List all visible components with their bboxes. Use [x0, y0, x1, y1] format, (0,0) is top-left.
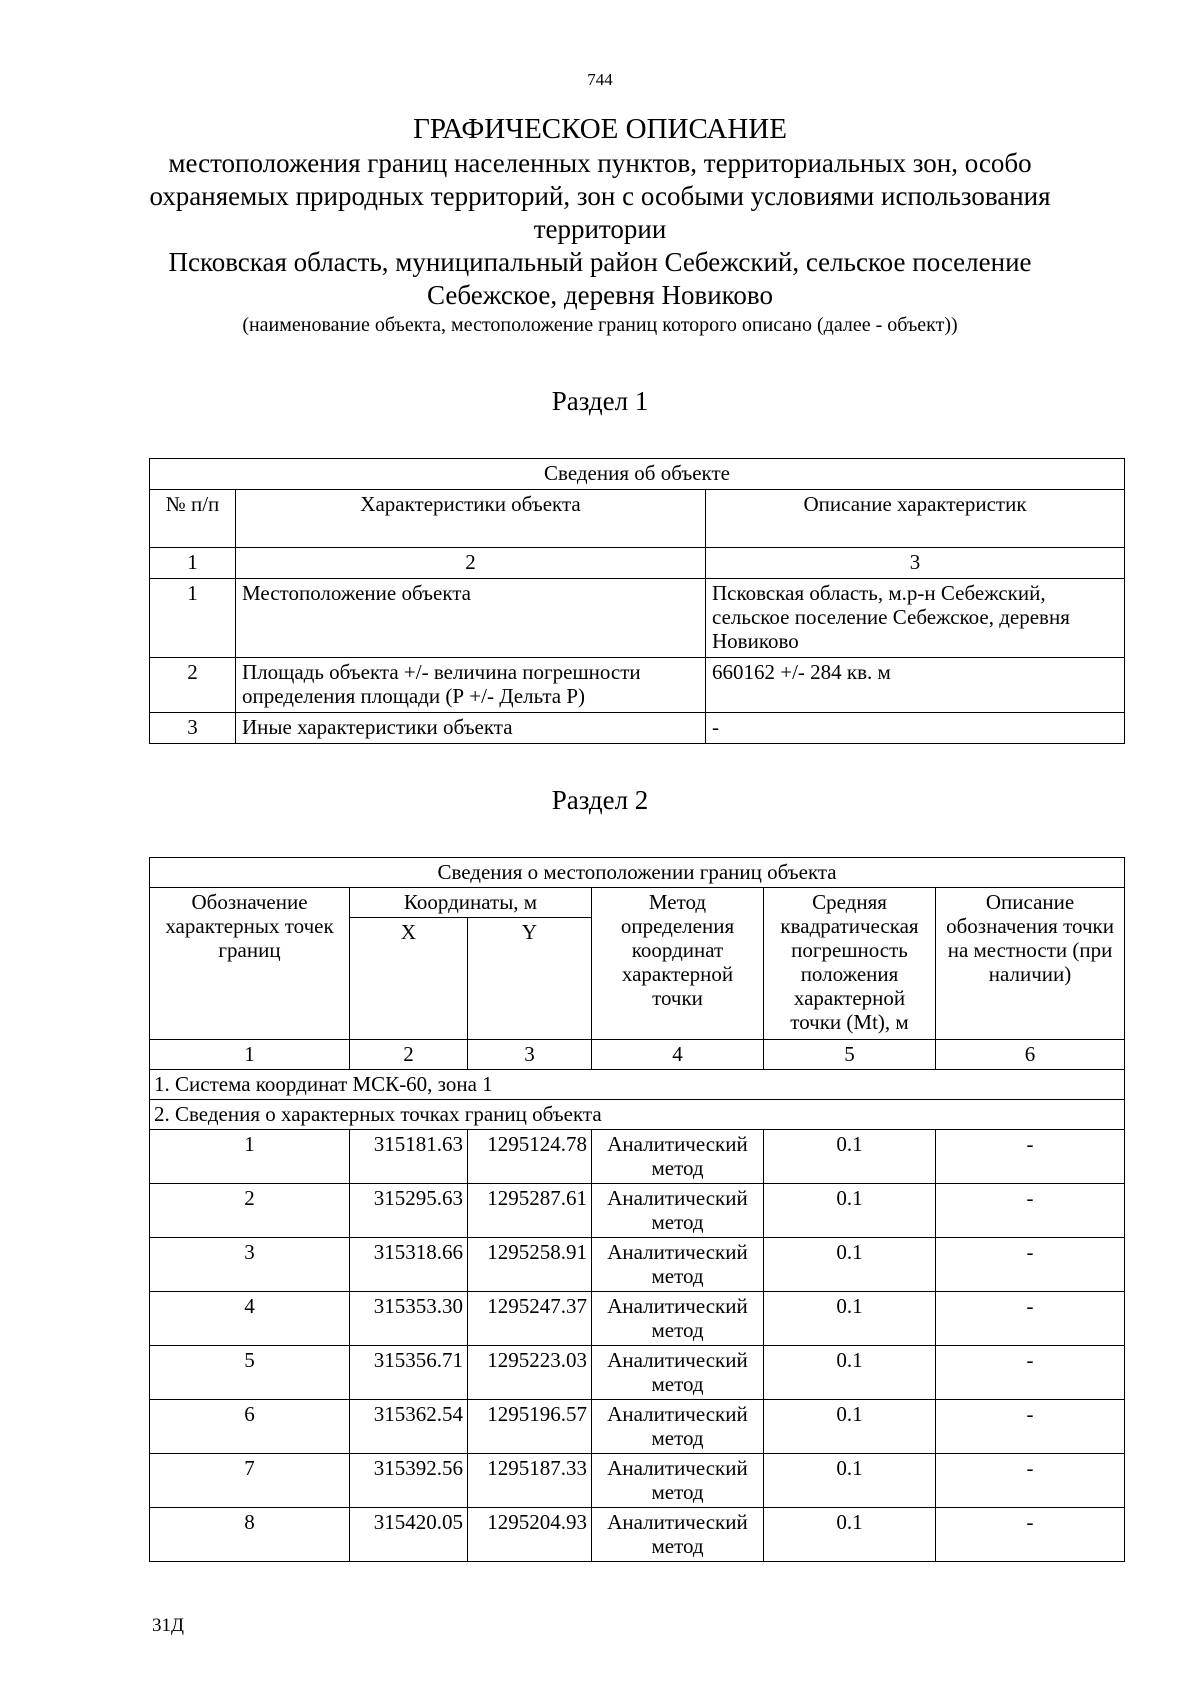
characteristic-value: 660162 +/- 284 кв. м: [706, 658, 1125, 713]
point-y: 1295287.61: [468, 1184, 592, 1238]
point-y: 1295258.91: [468, 1238, 592, 1292]
col-number: 1: [150, 548, 236, 579]
point-mt: 0.1: [764, 1400, 936, 1454]
characteristic-name: Иные характеристики объекта: [236, 713, 706, 744]
col-header-method: Метод определения координат характерной точки: [592, 888, 764, 1040]
characteristic-value: -: [706, 713, 1125, 744]
point-mt: 0.1: [764, 1346, 936, 1400]
col-header-y: Y: [468, 918, 592, 1040]
object-info-table-title: Сведения об объекте: [150, 459, 1125, 490]
point-number: 3: [150, 1238, 350, 1292]
point-method: Аналитический метод: [592, 1238, 764, 1292]
point-desc: -: [936, 1130, 1125, 1184]
point-y: 1295247.37: [468, 1292, 592, 1346]
table-row: [150, 1130, 1125, 1184]
characteristic-value: Псковская область, м.р-н Себежский, сельское поселение Себежское, деревня Новиково: [706, 579, 1125, 658]
point-x: 315362.54: [350, 1400, 468, 1454]
point-desc: -: [936, 1508, 1125, 1562]
col-header-points: Обозначение характерных точек границ: [150, 888, 350, 1040]
table-header-row: [150, 888, 1125, 918]
table-title-row: [150, 459, 1125, 490]
point-mt: 0.1: [764, 1292, 936, 1346]
col-header-error: Средняя квадратическая погрешность положения характерной точки (Mt), м: [764, 888, 936, 1040]
point-y: 1295124.78: [468, 1130, 592, 1184]
point-desc: -: [936, 1346, 1125, 1400]
row-number: 2: [150, 658, 236, 713]
point-mt: 0.1: [764, 1238, 936, 1292]
point-number: 8: [150, 1508, 350, 1562]
point-desc: -: [936, 1400, 1125, 1454]
object-name-note: (наименование объекта, местоположение границ которого описано (далее - объект)): [242, 314, 958, 336]
section1-title: Раздел 1: [551, 386, 649, 416]
point-number: 4: [150, 1292, 350, 1346]
table-row: [150, 1238, 1125, 1292]
point-method: Аналитический метод: [592, 1130, 764, 1184]
table-row: [150, 1346, 1125, 1400]
point-x: 315392.56: [350, 1454, 468, 1508]
table-row: [150, 713, 1125, 744]
boundary-points-table: [149, 857, 1125, 1562]
point-number: 6: [150, 1400, 350, 1454]
footer-code: 31Д: [152, 1615, 184, 1636]
point-y: 1295204.93: [468, 1508, 592, 1562]
table-row: [150, 1454, 1125, 1508]
col-header-coords: Координаты, м: [350, 888, 592, 918]
point-x: 315356.71: [350, 1346, 468, 1400]
characteristic-name: Площадь объекта +/- величина погрешности определения площади (Р +/- Дельта Р): [236, 658, 706, 713]
coord-system-row: [150, 1070, 1125, 1100]
table-header-row: [150, 490, 1125, 548]
point-number: 7: [150, 1454, 350, 1508]
point-desc: -: [936, 1454, 1125, 1508]
point-x: 315181.63: [350, 1130, 468, 1184]
point-desc: -: [936, 1184, 1125, 1238]
col-number: 1: [150, 1040, 350, 1070]
point-method: Аналитический метод: [592, 1454, 764, 1508]
section2-title: Раздел 2: [551, 785, 649, 815]
document-title: ГРАФИЧЕСКОЕ ОПИСАНИЕ: [413, 113, 787, 145]
point-mt: 0.1: [764, 1130, 936, 1184]
col-number: 3: [706, 548, 1125, 579]
col-header-characteristic: Характеристики объекта: [236, 490, 706, 548]
table-title-row: [150, 858, 1125, 888]
point-y: 1295187.33: [468, 1454, 592, 1508]
point-method: Аналитический метод: [592, 1400, 764, 1454]
table-row: [150, 658, 1125, 713]
points-title-row: [150, 1100, 1125, 1130]
col-number: 6: [936, 1040, 1125, 1070]
point-x: 315318.66: [350, 1238, 468, 1292]
point-method: Аналитический метод: [592, 1508, 764, 1562]
col-number: 2: [350, 1040, 468, 1070]
col-header-number: № п/п: [150, 490, 236, 548]
point-x: 315295.63: [350, 1184, 468, 1238]
col-number: 3: [468, 1040, 592, 1070]
object-info-table: [149, 458, 1125, 744]
points-title: 2. Сведения о характерных точках границ объекта: [150, 1100, 1125, 1130]
coord-system: 1. Система координат МСК-60, зона 1: [150, 1070, 1125, 1100]
point-number: 1: [150, 1130, 350, 1184]
table-row: [150, 1400, 1125, 1454]
table-row: [150, 1184, 1125, 1238]
point-x: 315420.05: [350, 1508, 468, 1562]
document-subtitle: местоположения границ населенных пунктов, территориальных зон, особо охраняемых природных территорий, зон с особыми условиями использования территории: [149, 148, 1051, 244]
point-mt: 0.1: [764, 1508, 936, 1562]
boundary-table-title: Сведения о местоположении границ объекта: [150, 858, 1125, 888]
characteristic-name: Местоположение объекта: [236, 579, 706, 658]
point-number: 2: [150, 1184, 350, 1238]
col-number: 2: [236, 548, 706, 579]
point-desc: -: [936, 1238, 1125, 1292]
point-mt: 0.1: [764, 1454, 936, 1508]
col-header-x: X: [350, 918, 468, 1040]
page-number: 744: [587, 70, 613, 89]
row-number: 3: [150, 713, 236, 744]
column-numbers-row: [150, 1040, 1125, 1070]
point-desc: -: [936, 1292, 1125, 1346]
table-row: [150, 579, 1125, 658]
point-method: Аналитический метод: [592, 1184, 764, 1238]
point-x: 315353.30: [350, 1292, 468, 1346]
point-number: 5: [150, 1346, 350, 1400]
object-name: Псковская область, муниципальный район Себежский, сельское поселение Себежское, деревня Новиково: [168, 247, 1032, 310]
row-number: 1: [150, 579, 236, 658]
document-header: [130, 112, 1070, 338]
column-numbers-row: [150, 548, 1125, 579]
point-y: 1295223.03: [468, 1346, 592, 1400]
table-row: [150, 1508, 1125, 1562]
point-mt: 0.1: [764, 1184, 936, 1238]
point-method: Аналитический метод: [592, 1346, 764, 1400]
col-header-description: Описание характеристик: [706, 490, 1125, 548]
point-y: 1295196.57: [468, 1400, 592, 1454]
point-method: Аналитический метод: [592, 1292, 764, 1346]
col-number: 4: [592, 1040, 764, 1070]
col-number: 5: [764, 1040, 936, 1070]
table-row: [150, 1292, 1125, 1346]
col-header-description: Описание обозначения точки на местности (при наличии): [936, 888, 1125, 1040]
